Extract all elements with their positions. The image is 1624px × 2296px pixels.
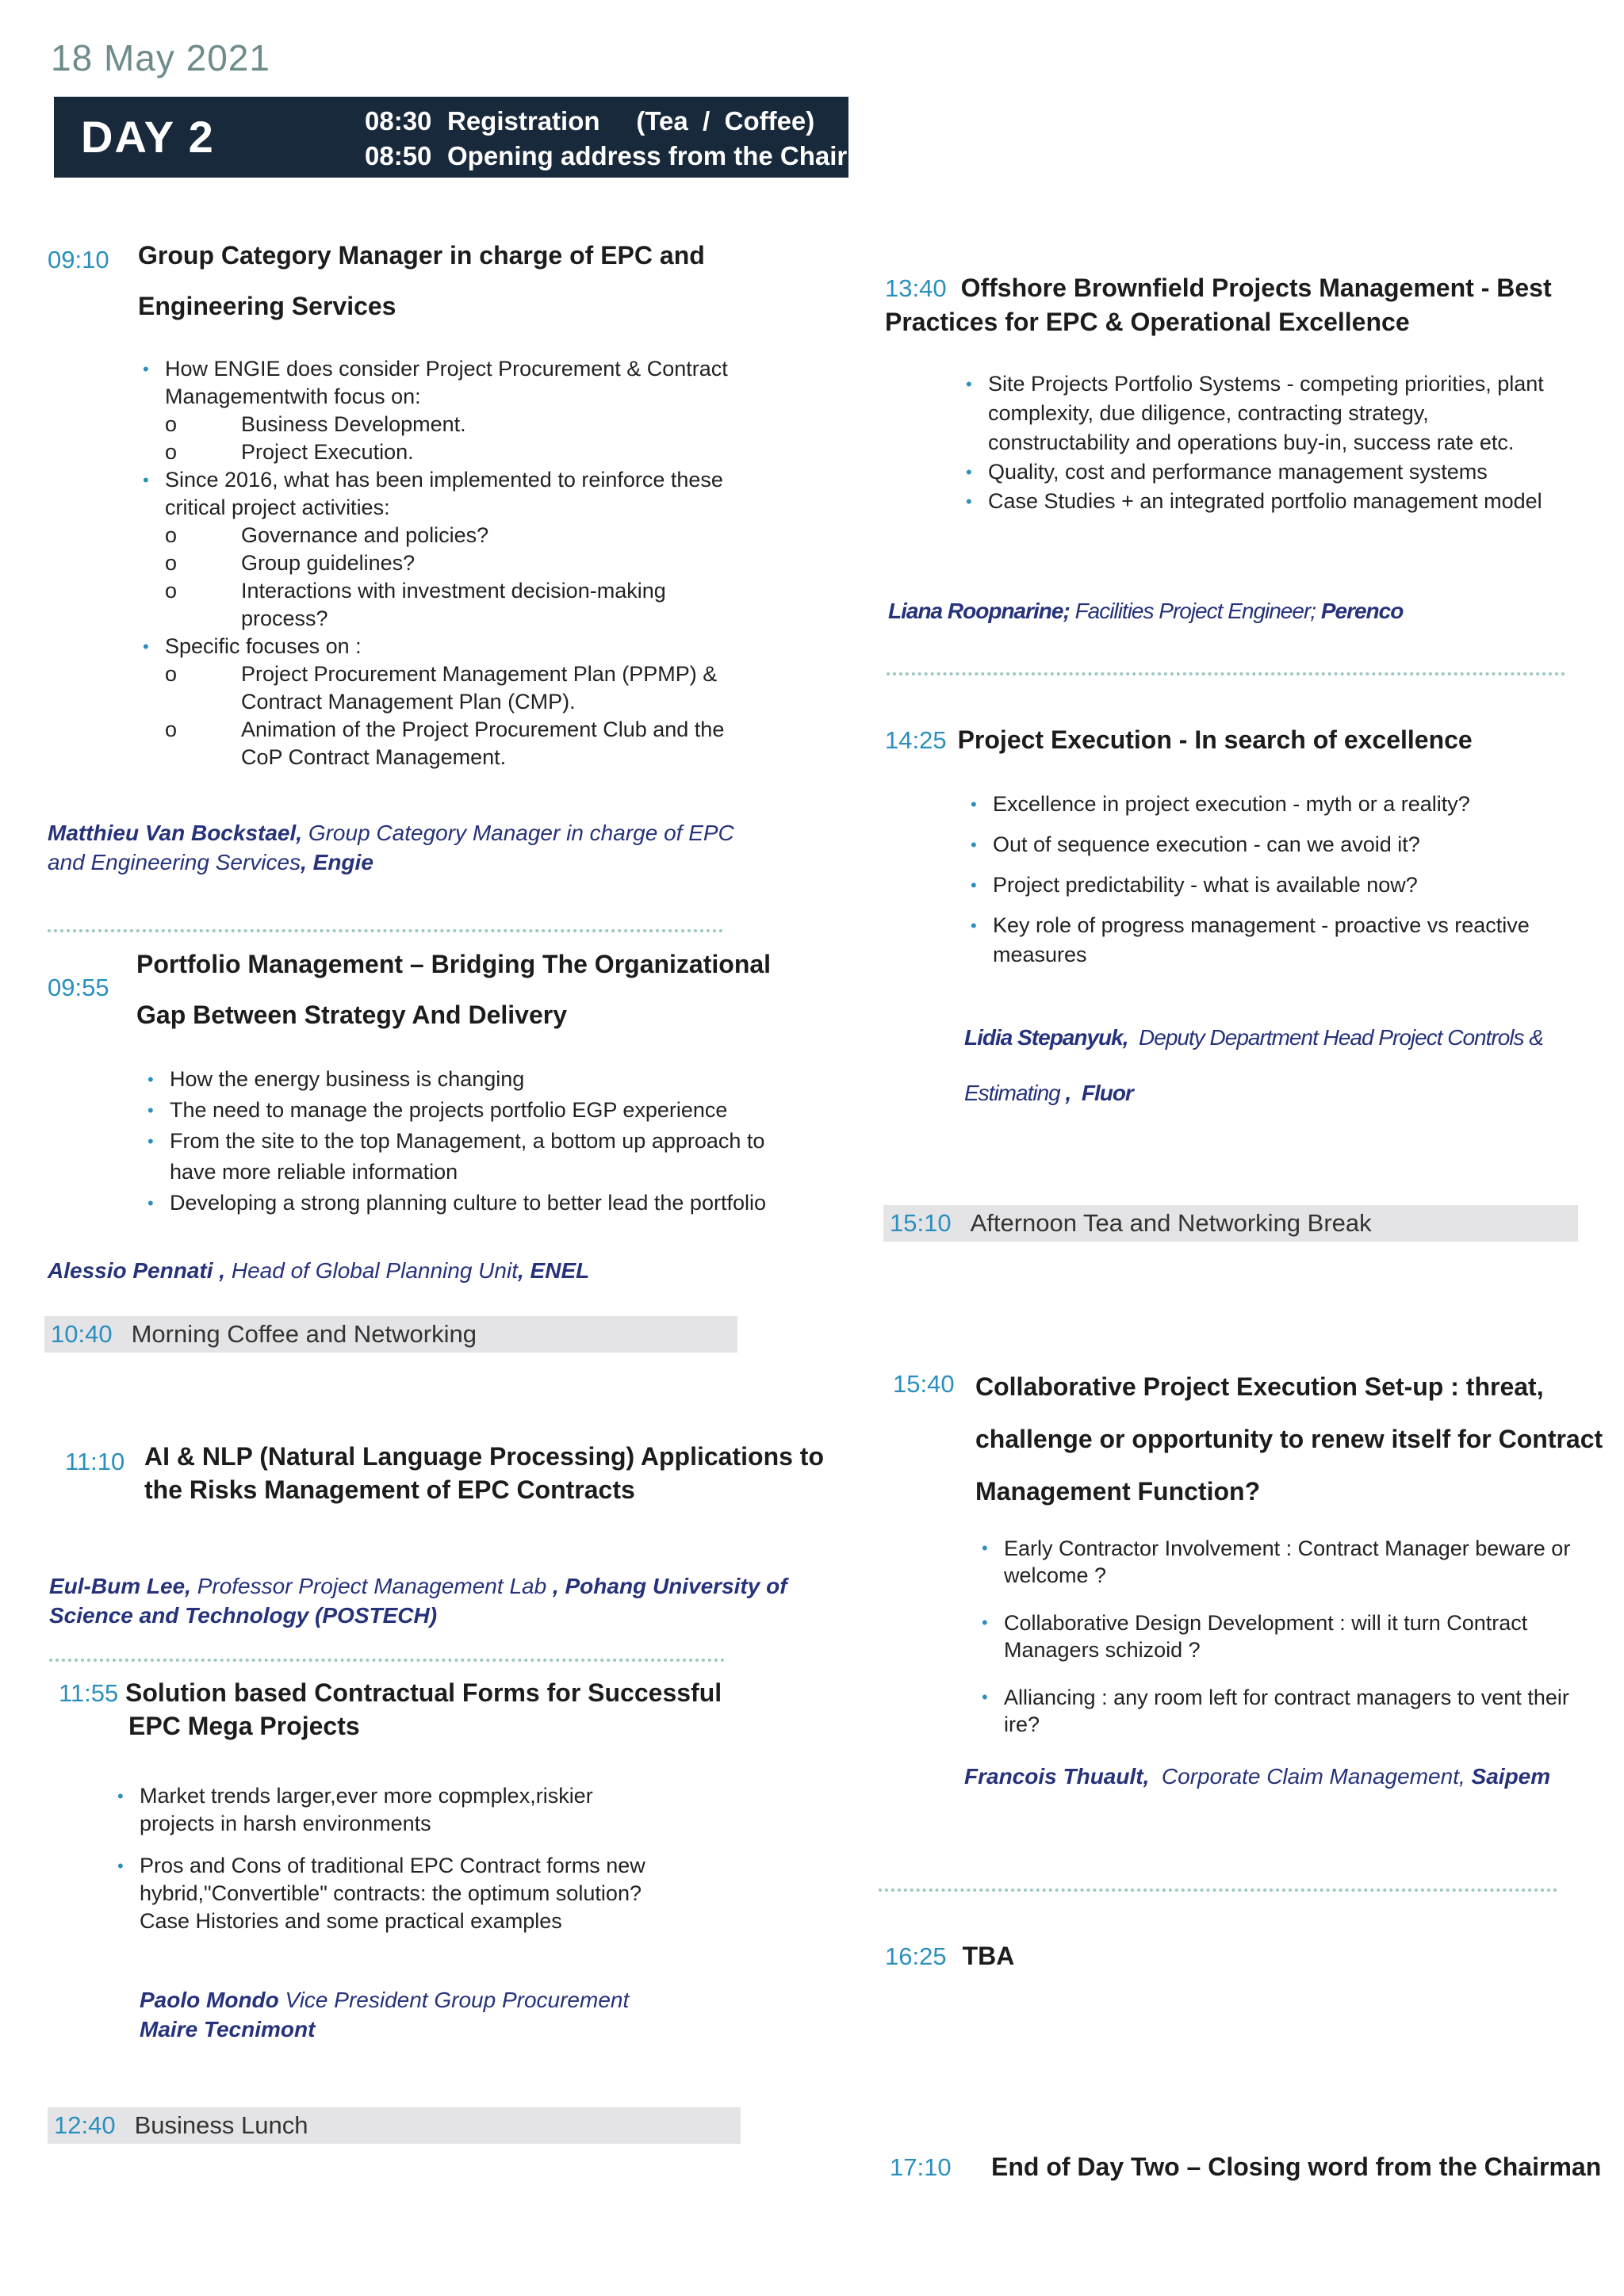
session-title: 13:40 Offshore Brownfield Projects Management - Best Practices for EPC & Operational Excellence — [885, 274, 1552, 336]
break-bar — [883, 1205, 1578, 1242]
header-line-opening: 08:50 Opening address from the Chair — [365, 141, 848, 170]
session-title: Portfolio Management – Bridging The Organizational Gap Between Strategy And Delivery — [136, 950, 772, 1029]
break-label: Morning Coffee and Networking — [131, 1320, 477, 1348]
list-item: • How the energy business is changing — [147, 1064, 806, 1095]
break-time: 10:40 — [51, 1320, 113, 1348]
speaker-credit: Alessio Pennati , Head of Global Planning Unit, ENEL — [48, 1258, 590, 1283]
session-bullet-list — [971, 790, 1573, 970]
list-item: o Business Development. — [143, 411, 745, 438]
session-bullet-list — [982, 1535, 1600, 1738]
session-time: 09:10 — [48, 246, 109, 274]
list-item: o Animation of the Project Procurement Club and the CoP Contract Management. — [143, 716, 733, 771]
speaker-credit: Francois Thuault, Corporate Claim Management, Saipem — [964, 1764, 1551, 1789]
day-banner — [54, 97, 848, 178]
list-item: • Specific focuses on : — [143, 633, 745, 660]
list-item: o Group guidelines? — [143, 549, 745, 577]
session-title: AI & NLP (Natural Language Processing) Applications to the Risks Management of EPC Contracts — [144, 1442, 824, 1504]
session-bullet-list — [966, 369, 1553, 516]
list-item: • Key role of progress management - proactive vs reactive measures — [971, 911, 1573, 970]
list-item: • Out of sequence execution - can we avoid it? — [971, 830, 1573, 859]
session-time: 16:25 — [885, 1942, 947, 1970]
list-item: • Pros and Cons of traditional EPC Contract forms new hybrid,"Convertible" contracts: the optimum solution? Case Histories and some practical examples — [117, 1852, 657, 1935]
session-bullet-list — [147, 1064, 806, 1219]
header-line-registration: 08:30 Registration (Tea / Coffee) — [365, 106, 815, 136]
session-title: Collaborative Project Execution Set-up : threat, challenge or opportunity to renew itself for Contract Management Function? — [975, 1372, 1603, 1506]
session-title: 16:25 TBA — [885, 1942, 1015, 1970]
session-bullet-list — [117, 1782, 657, 1948]
list-item: • Case Studies + an integrated portfolio management model — [966, 487, 1553, 516]
list-item: • Since 2016, what has been implemented to reinforce these critical project activities: — [143, 466, 745, 522]
session-bullet-list — [143, 355, 745, 771]
list-item: • The need to manage the projects portfolio EGP experience — [147, 1095, 806, 1126]
list-item: • How ENGIE does consider Project Procurement & Contract Managementwith focus on: — [143, 355, 745, 411]
divider — [887, 672, 1565, 675]
session-time: 11:10 — [65, 1448, 125, 1475]
list-item: • From the site to the top Management, a bottom up approach to have more reliable information — [147, 1126, 806, 1188]
divider — [48, 929, 723, 932]
session-time: 09:55 — [48, 974, 109, 1001]
list-item: o Project Procurement Management Plan (PPMP) & Contract Management Plan (CMP). — [143, 660, 733, 716]
session-title: 14:25 Project Execution - In search of excellence — [885, 725, 1473, 754]
speaker-credit: Liana Roopnarine; Facilities Project Engineer; Perenco — [888, 599, 1404, 623]
break-time: 15:10 — [890, 1209, 952, 1237]
event-date: 18 May 2021 — [51, 37, 270, 78]
break-label: Business Lunch — [134, 2111, 308, 2139]
session-time: 17:10 — [890, 2153, 952, 2181]
day-label: DAY 2 — [81, 112, 215, 162]
break-time: 12:40 — [54, 2111, 116, 2139]
list-item: • Market trends larger,ever more copmplex,riskier projects in harsh environments — [117, 1782, 657, 1838]
list-item: • Quality, cost and performance management systems — [966, 457, 1553, 487]
list-item: • Project predictability - what is available now? — [971, 871, 1573, 900]
break-label: Afternoon Tea and Networking Break — [970, 1209, 1372, 1237]
speaker-credit: Paolo Mondo Vice President Group Procurement Maire Tecnimont — [140, 1988, 630, 2042]
divider — [49, 1659, 725, 1662]
speaker-credit: Matthieu Van Bockstael, Group Category Manager in charge of EPC and Engineering Services, Engie — [48, 821, 734, 874]
session-time: 11:55 — [59, 1679, 119, 1707]
list-item: • Early Contractor Involvement : Contract Manager beware or welcome ? — [982, 1535, 1600, 1589]
list-item: • Site Projects Portfolio Systems - competing priorities, plant complexity, due diligence, contracting strategy, constructability and operations buy-in, success rate etc. — [966, 369, 1553, 457]
list-item: o Governance and policies? — [143, 522, 745, 549]
session-title: Solution based Contractual Forms for Successful EPC Mega Projects — [125, 1678, 722, 1740]
divider — [879, 1888, 1557, 1892]
list-item: • Alliancing : any room left for contract managers to vent their ire? — [982, 1684, 1600, 1738]
break-bar — [44, 1316, 737, 1353]
list-item: o Interactions with investment decision-making process? — [143, 577, 733, 633]
list-item: • Developing a strong planning culture to better lead the portfolio — [147, 1188, 806, 1219]
speaker-credit: Eul-Bum Lee, Professor Project Management Lab , Pohang University of Science and Technology (POSTECH) — [49, 1574, 787, 1628]
session-time: 14:25 — [885, 726, 947, 754]
session-title: Group Category Manager in charge of EPC and Engineering Services — [138, 241, 705, 320]
speaker-credit: Lidia Stepanyuk, Deputy Department Head Project Controls & Estimating , Fluor — [964, 1025, 1543, 1105]
session-time: 13:40 — [885, 274, 947, 302]
list-item: o Project Execution. — [143, 438, 745, 466]
list-item: • Excellence in project execution - myth or a reality? — [971, 790, 1573, 819]
break-bar — [48, 2107, 741, 2144]
session-time: 15:40 — [893, 1370, 955, 1398]
session-title: End of Day Two – Closing word from the Chairman — [991, 2152, 1602, 2181]
list-item: • Collaborative Design Development : will it turn Contract Managers schizoid ? — [982, 1609, 1600, 1663]
